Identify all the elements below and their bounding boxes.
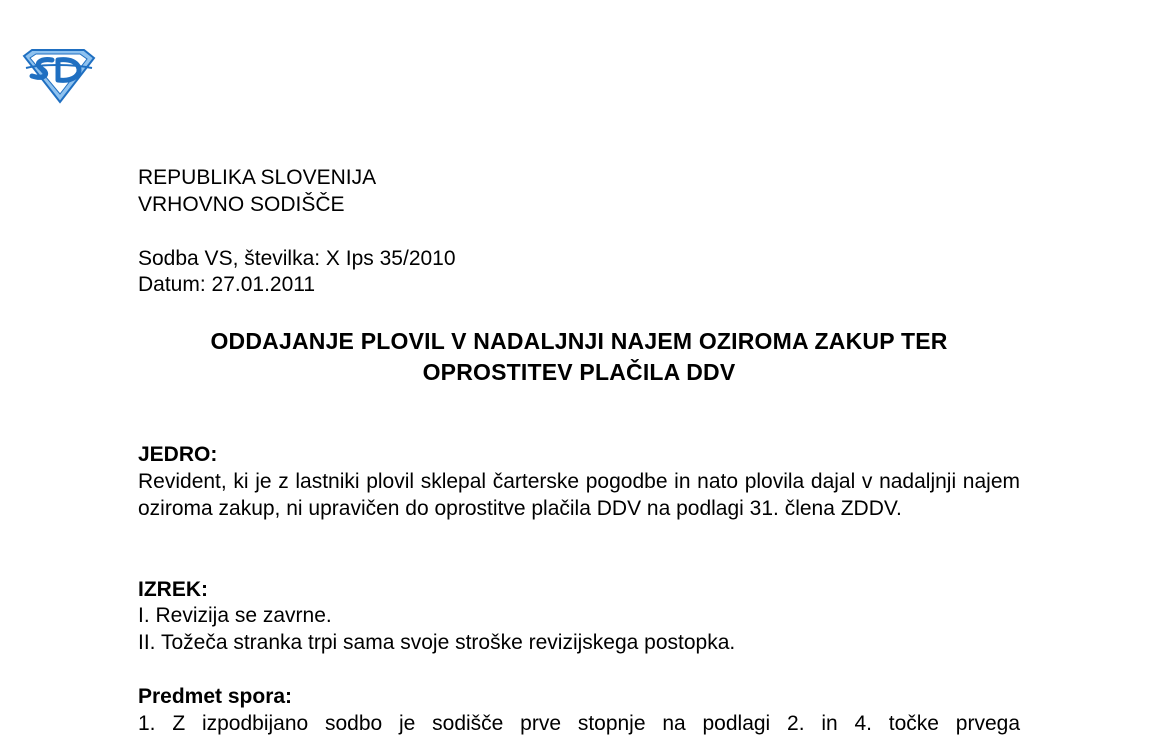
document-title-line-1: ODDAJANJE PLOVIL V NADALJNJI NAJEM OZIROMA ZAKUP TER bbox=[210, 328, 948, 354]
court-name: VRHOVNO SODIŠČE bbox=[138, 193, 345, 216]
predmet-spora-heading: Predmet spora: bbox=[138, 685, 293, 708]
predmet-spora-text: 1. Z izpodbijano sodbo je sodišče prve stopnje na podlagi 2. in 4. točke prvega bbox=[138, 712, 1020, 735]
court-logo bbox=[22, 48, 96, 104]
jedro-heading: JEDRO: bbox=[138, 443, 218, 466]
case-number: Sodba VS, številka: X Ips 35/2010 bbox=[138, 247, 456, 270]
izrek-item-1: I. Revizija se zavrne. bbox=[138, 604, 332, 627]
izrek-heading: IZREK: bbox=[138, 578, 208, 601]
jedro-text: Revident, ki je z lastniki plovil sklepal čarterske pogodbe in nato plovila dajal v nadaljnji najem oziroma zakup, ni upravičen do oprostitve plačila DDV na podlagi 31. člena ZDDV. bbox=[138, 470, 1020, 520]
country-name: REPUBLIKA SLOVENIJA bbox=[138, 166, 377, 189]
case-date: Datum: 27.01.2011 bbox=[138, 273, 316, 296]
izrek-item-2: II. Tožeča stranka trpi sama svoje stroške revizijskega postopka. bbox=[138, 631, 736, 654]
document-title-line-2: OPROSTITEV PLAČILA DDV bbox=[422, 359, 736, 385]
